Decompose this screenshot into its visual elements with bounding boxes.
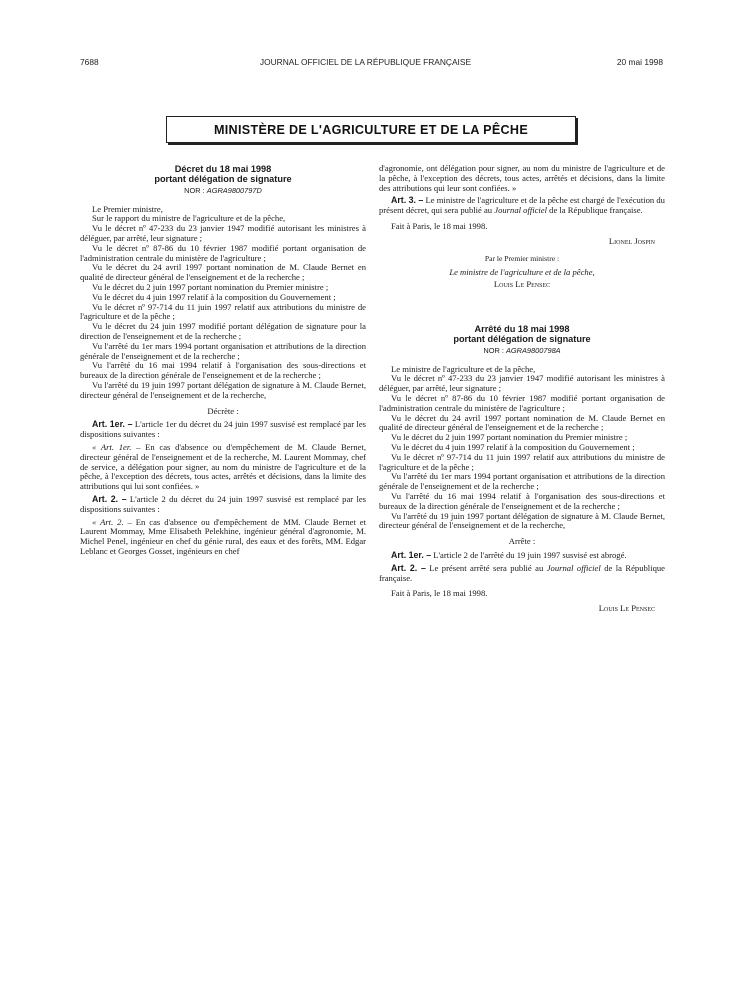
visa: Le ministre de l'agriculture et de la pêche, <box>391 363 536 374</box>
visa: Vu le décret du 4 juin 1997 relatif à la composition du Gouvernement ; <box>391 441 635 452</box>
visa: Vu le décret du 4 juin 1997 relatif à la composition du Gouvernement ; <box>92 291 336 302</box>
visa: Vu le décret du 24 juin 1997 modifié portant délégation de signature pour la direction de l'enseignement et de la recherche ; <box>80 321 366 341</box>
page-number: 7688 <box>80 57 99 67</box>
visa: Vu le décret du 2 juin 1997 portant nomination du Premier ministre ; <box>391 432 628 443</box>
visa: Vu le décret nº 97-714 du 11 juin 1997 relatif aux attributions du ministre de l'agriculture et de la pêche ; <box>379 451 665 472</box>
arrete-nor-code: AGRA9800798A <box>505 345 561 355</box>
visa: Le Premier ministre, <box>92 203 163 214</box>
visa: Vu l'arrêté du 19 juin 1997 portant délégation de signature à M. Claude Bernet, directeur général de l'enseignement et de la recherche, <box>80 379 366 400</box>
decret-article-3: Art. 3. – Le ministre de l'agriculture et de la pêche est chargé de l'exécution du présent décret, qui sera publié au Journal officiel de la République française. <box>379 195 665 216</box>
article-label: Art. 1er. – <box>391 549 432 560</box>
decret-nor-code: AGRA9800797D <box>206 185 262 195</box>
article-label: Art. 2. – <box>391 562 426 573</box>
decret-subtitle: portant délégation de signature <box>154 174 292 185</box>
decret-article-1: Art. 1er. – L'article 1er du décret du 24 juin 1997 susvisé est remplacé par les dispositions suivantes : <box>80 419 366 440</box>
arrete-subtitle: portant délégation de signature <box>453 334 591 345</box>
decret-minister-name: Louis Le Pensec <box>493 279 551 290</box>
decret-article-1-quote: « Art. 1er. – En cas d'absence ou d'empêchement de M. Claude Bernet, directeur général de l'enseignement et de la recherche, M. Laurent Mommay, chef de service, a délégation pour signer, au nom du ministre de l'agriculture et de la pêche, à l'exception des décrets, tous actes, arrêtés et décisions, dans la limite des attributions qui lui sont confiées. » <box>80 441 367 492</box>
visa: Sur le rapport du ministre de l'agriculture et de la pêche, <box>92 213 286 224</box>
decret-minister-title: Le ministre de l'agriculture et de la pêche, <box>449 267 595 278</box>
decret-fait: Fait à Paris, le 18 mai 1998. <box>391 220 488 231</box>
ministry-title: MINISTÈRE DE L'AGRICULTURE ET DE LA PÊCHE <box>213 122 529 137</box>
arrete-nor: NOR : AGRA9800798A <box>483 345 561 355</box>
journal-reference: Journal officiel <box>546 562 601 573</box>
decret-par: Par le Premier ministre : <box>484 253 560 263</box>
arrete-article-2: Art. 2. – Le présent arrêté sera publié au Journal officiel de la République française. <box>379 562 665 583</box>
journal-title: JOURNAL OFFICIEL DE LA RÉPUBLIQUE FRANÇAISE <box>259 57 472 67</box>
section-spacer <box>379 290 665 324</box>
decret-title: Décret du 18 mai 1998 <box>174 164 272 174</box>
arrete-fait: Fait à Paris, le 18 mai 1998. <box>391 588 488 599</box>
visa: Vu l'arrêté du 1er mars 1994 portant organisation et attributions de la direction générale de l'enseignement et de la recherche ; <box>80 340 366 361</box>
arrete-word: Arrête : <box>508 536 536 547</box>
left-column <box>80 164 366 557</box>
decret-article-2-quote: « Art. 2. – En cas d'absence ou d'empêchement de MM. Claude Bernet et Laurent Mommay, Mme Elisabeth Pelekhine, ingénieur général d'agronomie, M. Michel Penel, ingénieur en chef du génie rural, des eaux et des forêts, MM. Edgar Leblanc et Georges Gosset, ingénieurs en chef <box>80 516 366 556</box>
article-label: Art. 3. – <box>391 195 424 206</box>
article-label: « Art. 1er. – <box>92 441 141 452</box>
visa: Vu l'arrêté du 16 mai 1994 relatif à l'organisation des sous-directions et bureaux de la direction générale de l'enseignement et de la recherche ; <box>379 490 665 511</box>
article-label: Art. 1er. – <box>92 419 133 430</box>
arrete-signature: Louis Le Pensec <box>598 603 655 614</box>
decret-signature: Lionel Jospin <box>608 235 655 246</box>
visa: Vu l'arrêté du 16 mai 1994 relatif à l'organisation des sous-directions et bureaux de la direction générale de l'enseignement et de la recherche ; <box>80 360 366 381</box>
visa: Vu le décret du 24 avril 1997 portant nomination de M. Claude Bernet en qualité de directeur général de l'enseignement et de la recherche ; <box>80 262 366 283</box>
visa: Vu le décret nº 87-86 du 10 février 1987 modifié portant organisation de l'administration centrale du ministère de l'agriculture ; <box>80 242 366 263</box>
visa: Vu le décret nº 47-233 du 23 janvier 1947 modifié autorisant les ministres à déléguer, par arrêté, leur signature ; <box>379 373 665 394</box>
issue-date: 20 mai 1998 <box>616 57 663 67</box>
journal-reference: Journal officiel <box>494 205 548 216</box>
visa: Vu le décret du 24 avril 1997 portant nomination de M. Claude Bernet en qualité de directeur général de l'enseignement et de la recherche ; <box>379 412 665 433</box>
arrete-title: Arrêté du 18 mai 1998 <box>474 323 570 334</box>
article-label: « Art. 2. – <box>92 516 132 527</box>
arrete-article-1: Art. 1er. – L'article 2 de l'arrêté du 19 juin 1997 susvisé est abrogé. <box>391 549 627 560</box>
article-label: Art. 2. – <box>92 493 127 504</box>
decret-visas <box>80 205 366 401</box>
decret-nor: NOR : AGRA9800797D <box>184 185 262 195</box>
visa: Vu l'arrêté du 19 juin 1997 portant délégation de signature à M. Claude Bernet, directeur général de l'enseignement et de la recherche, <box>379 510 665 531</box>
visa: Vu le décret nº 47-233 du 23 janvier 1947 modifié autorisant les ministres à déléguer, par arrêté, leur signature ; <box>80 223 366 243</box>
decret-article-2: Art. 2. – L'article 2 du décret du 24 juin 1997 susvisé est remplacé par les dispositions suivantes : <box>80 493 366 514</box>
decrete-word: Décrète : <box>207 405 239 416</box>
visa: Vu le décret du 2 juin 1997 portant nomination du Premier ministre ; <box>92 281 329 292</box>
decret-article-2-quote-continued: d'agronomie, ont délégation pour signer, au nom du ministre de l'agriculture et de la pêche, à l'exception des décrets, tous actes, arrêtés et décisions, dans la limite des attributions qui leur sont confiées. » <box>379 163 665 193</box>
arrete-visas <box>379 365 665 532</box>
ministry-banner <box>166 116 576 143</box>
right-column <box>379 164 665 614</box>
visa: Vu le décret nº 87-86 du 10 février 1987 modifié portant organisation de l'administration centrale du ministère de l'agriculture ; <box>379 392 665 413</box>
visa: Vu l'arrêté du 1er mars 1994 portant organisation et attributions de la direction générale de l'enseignement et de la recherche ; <box>379 471 665 492</box>
visa: Vu le décret nº 97-714 du 11 juin 1997 relatif aux attributions du ministre de l'agriculture et de la pêche ; <box>80 301 366 322</box>
